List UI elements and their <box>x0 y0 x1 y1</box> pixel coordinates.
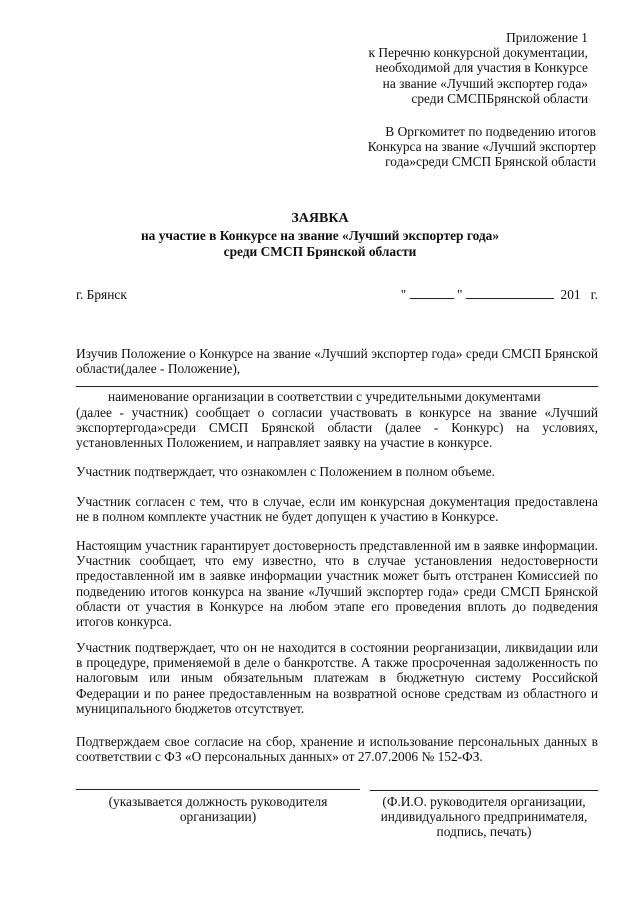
position-signature-line[interactable] <box>76 789 360 790</box>
organization-name-field[interactable] <box>76 386 598 387</box>
organization-name-caption: наименование организации в соответствии с учредительными документами <box>108 389 541 404</box>
name-caption-line-3: подпись, печать) <box>436 824 532 840</box>
city: г. Брянск <box>76 287 127 302</box>
appendix-line-1: Приложение 1 <box>506 30 588 45</box>
date-field[interactable] <box>401 287 598 302</box>
position-caption-line-2: организации) <box>179 809 257 825</box>
year-suffix: г. <box>590 287 598 302</box>
confirm-regulation-paragraph: Участник подтверждает, что ознакомлен с Положением в полном объеме. <box>76 464 495 479</box>
addressee-line-3: года»среди СМСП Брянской области <box>385 154 596 170</box>
agree-paragraph: Участник согласен с тем, что в случае, если им конкурсная документация предоставлена не в полном комплекте участник не будет допущен к участию в Конкурсе. <box>76 494 598 525</box>
addressee-block <box>368 124 596 170</box>
appendix-line-5: среди СМСПБрянской области <box>411 90 588 106</box>
addressee-line-1: В Оргкомитет по подведению итогов <box>385 124 596 139</box>
title-subtitle-1: на участие в Конкурсе на звание «Лучший экспортер года» <box>140 228 500 243</box>
title-subtitle-2: среди СМСП Брянской области <box>223 244 417 259</box>
appendix-line-4: на звание «Лучший экспортер года» <box>382 75 588 91</box>
reorganization-paragraph: Участник подтверждает, что он не находится в состоянии реорганизации, ликвидации или в процедуре, применяемой в деле о банкротстве. А также просроченная задолженность по налоговым или иным обязательным платежам в бюджетную систему Российской Федерации и по ранее предоставленным на возвратной основе средствам из областного и муниципального бюджетов отсутствует. <box>76 640 598 716</box>
intro-paragraph: Изучив Положение о Конкурсе на звание «Лучший экспортер года» среди СМСП Брянской области(далее - Положение), <box>76 346 598 377</box>
position-caption-line-1: (указывается должность руководителя <box>108 794 328 809</box>
addressee-line-2: Конкурса на звание «Лучший экспортер <box>367 139 596 155</box>
name-caption-line-1: (Ф.И.О. руководителя организации, <box>382 794 586 809</box>
year: 201 <box>560 287 581 302</box>
name-caption-line-2: индивидуального предпринимателя, <box>380 809 588 825</box>
name-signature-line[interactable] <box>370 790 598 791</box>
title-main: ЗАЯВКА <box>291 211 349 226</box>
place-date-line <box>76 287 598 303</box>
date-quote-close: " <box>456 287 463 302</box>
guarantee-paragraph: Настоящим участник гарантирует достоверность представленной им в заявке информации. Участник сообщает, что ему известно, что в случае установления недостоверности предоставленной им в заявке информации участник может быть отстранен Комиссией по подведению итогов конкурса на звание «Лучший экспортер года» среди СМСП Брянской области от участия в Конкурсе на любом этапе его проведения вплоть до подведения итогов конкурса. <box>76 538 598 630</box>
month-blank[interactable] <box>466 287 554 299</box>
day-blank[interactable] <box>410 287 454 299</box>
participant-paragraph: (далее - участник) сообщает о согласии участвовать в конкурсе на звание «Лучший экспортергода»среди СМСП Брянской области (далее - Конкурс) на условиях, установленных Положением, и направляет заявку на участие в конкурсе. <box>76 405 598 451</box>
date-quote-open: " <box>400 287 407 302</box>
name-caption <box>370 794 598 840</box>
position-caption <box>76 794 360 824</box>
appendix-line-2: к Перечню конкурсной документации, <box>368 45 588 61</box>
consent-paragraph: Подтверждаем свое согласие на сбор, хранение и использование персональных данных в соответствии с ФЗ «О персональных данных» от 27.07.2006 № 152-ФЗ. <box>76 734 598 765</box>
appendix-line-3: необходимой для участия в Конкурсе <box>375 60 588 76</box>
appendix-header <box>369 30 588 106</box>
